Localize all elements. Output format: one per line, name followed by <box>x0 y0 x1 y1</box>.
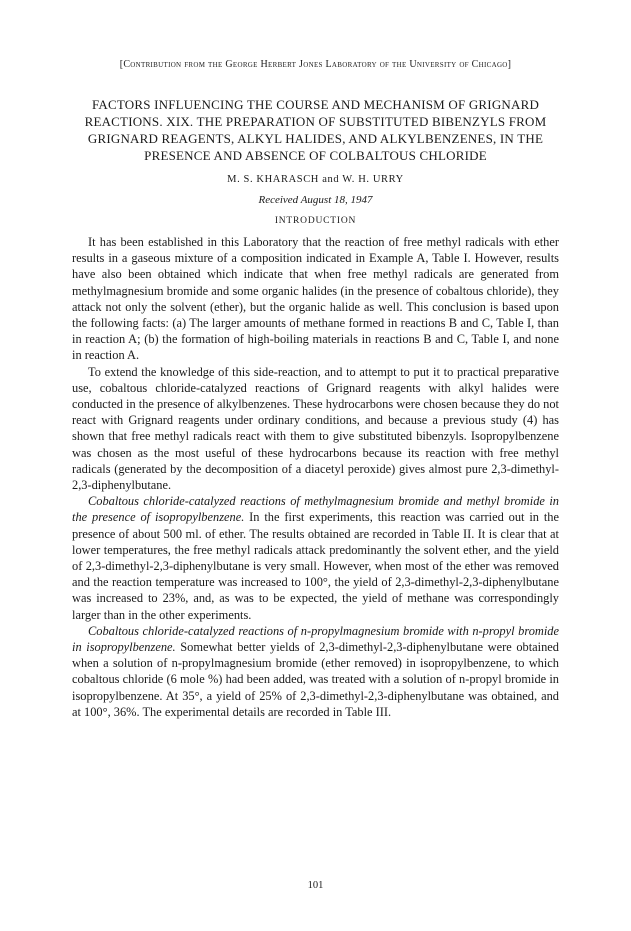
author-line: M. S. KHARASCH and W. H. URRY <box>227 174 404 185</box>
paragraph-4 <box>72 623 559 720</box>
paragraph-2: To extend the knowledge of this side-reaction, and to attempt to put it to practical preparative use, cobaltous chloride-catalyzed reactions of Grignard reagents with alkyl halides were conducted in the presence of alkylbenzenes. These hydrocarbons were chosen because they do not react with Grignard reagents under ordinary conditions, and because a previous study (4) has shown that free methyl radicals react with them to give substituted bibenzyls. Isopropylbenzene was chosen as the most useful of these hydrocarbons because its reaction with free methyl radicals (generated by the decomposition of a diacetyl peroxide) gives almost pure 2,3-dimethyl-2,3-diphenylbutane. <box>72 364 559 493</box>
paragraph-3-text: In the first experiments, this reaction was carried out in the presence of about 500 ml. of ether. The results obtained are recorded in Table II. It is clear that at lower temperatures, the free methyl radicals attack predominantly the solvent ether, and the yield of 2,3-dimethyl-2,3-diphenylbutane is very small. However, when most of the ether was removed and the reaction temperature was increased to 100°, the yield of 2,3-dimethyl-2,3-diphenylbutane was increased to 23%, and, as was to be expected, the yield of methane was correspondingly larger than in the other experiments. <box>72 510 559 622</box>
article-title: FACTORS INFLUENCING THE COURSE AND MECHANISM OF GRIGNARD REACTIONS. XIX. THE PREPARATION OF SUBSTITUTED BIBENZYLS FROM GRIGNARD REAGENTS, ALKYL HALIDES, AND ALKYLBENZENES, IN THE PRESENCE AND ABSENCE OF COLBALTOUS CHLORIDE <box>84 97 547 163</box>
contribution-line: [Contribution from the George Herbert Jones Laboratory of the University of Chicago] <box>119 59 512 70</box>
paragraph-1: It has been established in this Laboratory that the reaction of free methyl radicals with ether results in a gaseous mixture of a composition indicated in Example A, Table I. However, results have also been obtained which indicate that when free methyl radicals are generated from methylmagnesium bromide and some organic halides (in the presence of cobaltous chloride), they attack not only the solvent (ether), but the organic halide as well. This conclusion is based upon the following facts: (a) The larger amounts of methane formed in reactions B and C, Table I, than in reaction A; (b) the formation of high-boiling materials in reactions B and C, Table I, and none in reaction A. <box>72 235 559 363</box>
page-number: 101 <box>307 880 324 891</box>
received-date: Received August 18, 1947 <box>258 194 373 206</box>
paragraph-4-text: Somewhat better yields of 2,3-dimethyl-2,3-diphenylbutane were obtained when a solution of n-propylmagnesium bromide (ether removed) in isopropylbenzene, to which cobaltous chloride (6 mole %) had been added, was treated with a solution of n-propyl bromide in isopropylbenzene. At 35°, a yield of 25% of 2,3-dimethyl-2,3-diphenylbutane was obtained, and at 100°, 36%. The experimental details are recorded in Table III. <box>72 640 559 719</box>
section-heading: INTRODUCTION <box>274 216 357 226</box>
paragraph-4-run-in-heading: Cobaltous chloride-catalyzed reactions of n-propylmagnesium bromide with n-propyl bromide in isopropylbenzene. <box>72 623 559 655</box>
paragraph-3 <box>72 493 559 623</box>
paragraph-3-run-in-heading: Cobaltous chloride-catalyzed reactions of methylmagnesium bromide and methyl bromide in the presence of isopropylbenzene. <box>72 494 559 525</box>
